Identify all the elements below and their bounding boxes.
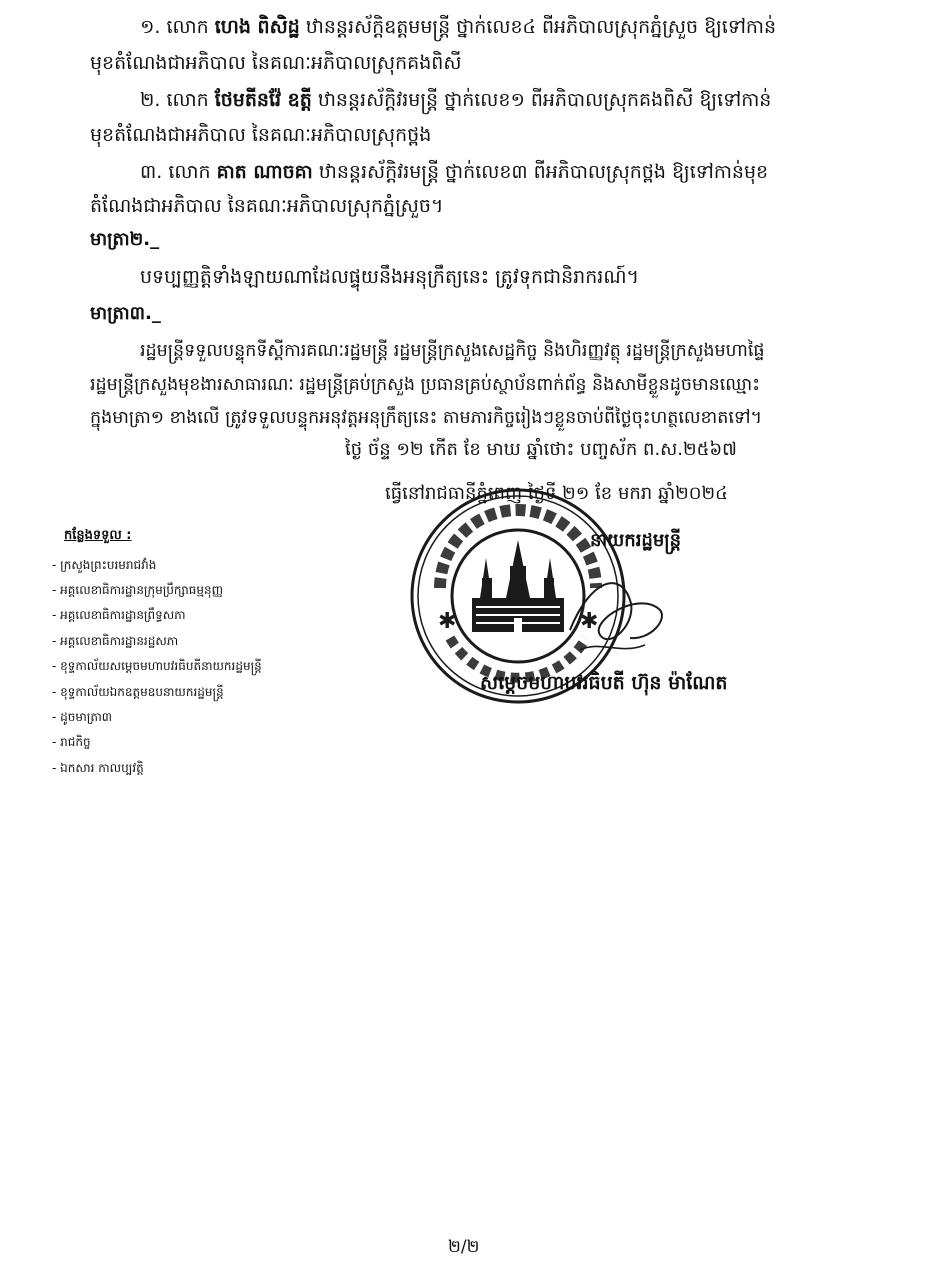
item-2-line-1	[140, 87, 771, 113]
recipient-item: - អគ្គលេខាធិការដ្ឋានរដ្ឋសភា	[52, 634, 179, 648]
handwritten-signature-icon	[560, 560, 670, 670]
article-2-text: បទប្បញ្ញត្តិទាំងឡាយណាដែលផ្ទុយនឹងអនុក្រឹត្យនេះ ត្រូវទុកជានិរាករណ៍។	[140, 266, 640, 288]
item-3-prefix: ៣. លោក	[140, 161, 217, 183]
recipient-item: - ក្រសួងព្រះបរមរាជវាំង	[52, 558, 157, 572]
svg-text:✱: ✱	[438, 609, 457, 634]
svg-text:✱: ✱	[580, 609, 599, 634]
item-3-text: ឋានន្តរស័ក្តិវរមន្ត្រី ថ្នាក់លេខ៣ ពីអភិបាលស្រុកថ្ពង ឱ្យទៅកាន់មុខ	[312, 161, 769, 183]
item-3-line-2: តំណែងជាអភិបាល នៃគណៈអភិបាលស្រុកភ្នំស្រួច។	[90, 195, 444, 217]
recipient-item: - ខុទ្ទកាល័យឯកឧត្តមឧបនាយករដ្ឋមន្ត្រី	[52, 685, 224, 699]
recipient-item: - ដូចមាត្រា៣	[52, 710, 113, 724]
recipients-heading: កន្លែងទទួល :	[64, 528, 132, 543]
signatory-name: សម្តេចមហាបវរធិបតី ហ៊ុន ម៉ាណែត	[480, 672, 728, 694]
page-number: ២/២	[448, 1237, 480, 1257]
article-2-heading: មាត្រា២._	[90, 229, 160, 250]
lunar-date: ថ្ងៃ ច័ន្ទ ១២ កើត ខែ មាឃ ឆ្នាំថោះ បញ្ចស័ក ព.ស.២៥៦៧	[345, 439, 737, 460]
item-3-line-1	[140, 159, 768, 185]
article-3-heading: មាត្រា៣._	[90, 303, 161, 324]
item-2-text: ឋានន្តរស័ក្តិវរមន្ត្រី ថ្នាក់លេខ១ ពីអភិបាលស្រុកគងពិសី ឱ្យទៅកាន់	[311, 89, 772, 111]
item-2-prefix: ២. លោក	[140, 89, 215, 111]
item-1-prefix: ១. លោក	[140, 16, 215, 38]
recipient-item: - អគ្គលេខាធិការដ្ឋានព្រឹទ្ធសភា	[52, 608, 186, 622]
item-1-line-2: មុខតំណែងជាអភិបាល នៃគណៈអភិបាលស្រុកគងពិសី	[90, 52, 462, 74]
recipient-item: - ឯកសារ កាលប្បវត្តិ	[52, 761, 144, 775]
item-1-text: ឋានន្តរស័ក្តិឧត្តមមន្ត្រី ថ្នាក់លេខ៤ ពីអភិបាលស្រុកភ្នំស្រួច ឱ្យទៅកាន់	[299, 16, 777, 38]
recipient-item: - រាជកិច្ច	[52, 735, 91, 749]
solar-date-place: ធ្វើនៅរាជធានីភ្នំពេញ ថ្ងៃទី ២១ ខែ មករា ឆ្នាំ២០២៤	[385, 483, 728, 504]
article-3-line-3: ក្នុងមាត្រា១ ខាងលើ ត្រូវទទួលបន្ទុកអនុវត្តអនុក្រឹត្យនេះ តាមភារកិច្ចរៀងៗខ្លួនចាប់ពីថ្ងៃចុះហត្ថលេខាតទៅ។	[90, 408, 763, 428]
item-2-person-name: ថែមតីនវ៉ែ ឧត្តី	[214, 89, 312, 111]
item-1-person-name: ហេង ពិសិដ្ឋ	[214, 16, 300, 38]
signatory-title: នាយករដ្ឋមន្ត្រី	[590, 530, 682, 551]
item-1-line-1	[140, 14, 776, 40]
recipient-item: - អគ្គលេខាធិការដ្ឋានក្រុមប្រឹក្សាធម្មនុញ្ញ	[52, 583, 224, 597]
recipient-item: - ខុទ្ទកាល័យសម្តេចមហាបវរធិបតីនាយករដ្ឋមន្ត្រី	[52, 659, 262, 673]
item-3-person-name: គាត ណាចគា	[216, 161, 313, 183]
item-2-line-2: មុខតំណែងជាអភិបាល នៃគណៈអភិបាលស្រុកថ្ពង	[90, 124, 432, 146]
article-3-line-2: រដ្ឋមន្ត្រីក្រសួងមុខងារសាធារណៈ រដ្ឋមន្ត្រីគ្រប់ក្រសួង ប្រធានគ្រប់ស្ថាប័នពាក់ព័ន្ធ និងសាមីខ្លួនដូចមានឈ្មោះ	[90, 375, 760, 395]
article-3-line-1: រដ្ឋមន្ត្រីទទួលបន្ទុកទីស្តីការគណៈរដ្ឋមន្ត្រី រដ្ឋមន្ត្រីក្រសួងសេដ្ឋកិច្ច និងហិរញ្ញវត្ថុ រដ្ឋមន្ត្រីក្រសួងមហាផ្ទៃ	[140, 341, 765, 361]
